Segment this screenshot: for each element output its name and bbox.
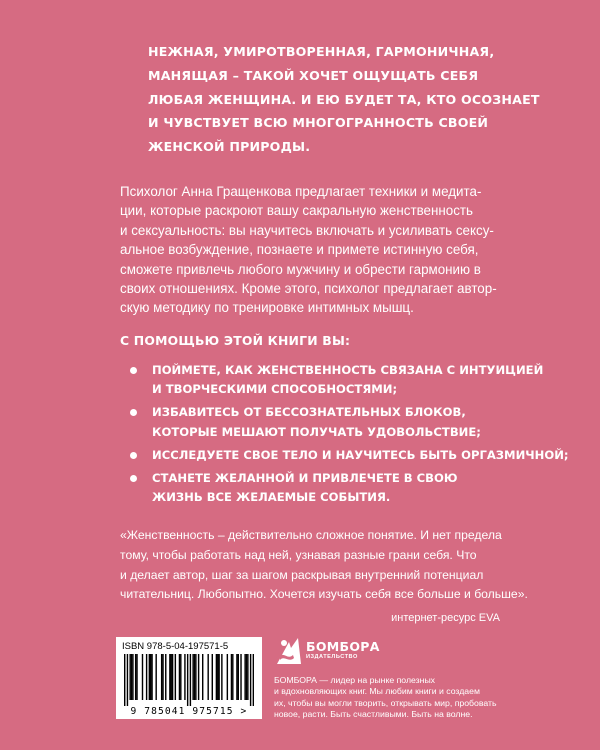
description-line: ции, которые раскроют вашу сакральную женственность — [120, 203, 474, 219]
barcode-bar — [124, 654, 125, 706]
benefit-line: СТАНЕТЕ ЖЕЛАННОЙ И ПРИВЛЕЧЕТЕ В СВОЮ — [152, 471, 458, 486]
barcode-bar — [227, 654, 228, 700]
barcode-bar — [244, 654, 245, 700]
description-line: и сексуальность: вы научитесь включать и усиливать сексу- — [120, 222, 494, 238]
benefit-line: И ТВОРЧЕСКИМИ СПОСОБНОСТЯМИ; — [152, 382, 398, 397]
barcode-bar — [240, 654, 241, 700]
publisher-name: БОМБОРА — [306, 639, 380, 654]
quote-line: «Женственность – действительно сложное понятие. И нет предела — [120, 528, 502, 542]
barcode-bar — [192, 654, 193, 700]
barcode-bar — [171, 654, 172, 700]
barcode-bar — [194, 654, 195, 700]
barcode-bar — [127, 654, 128, 706]
barcode-bar — [218, 654, 219, 700]
barcode-bar — [207, 654, 208, 700]
barcode-bar — [149, 654, 150, 700]
isbn-number: ISBN 978-5-04-197571-5 — [122, 641, 229, 652]
lead-line: ЖЕНСКОЙ ПРИРОДЫ. — [148, 139, 311, 155]
quote-source: интернет-ресурс EVA — [391, 612, 500, 624]
description-line: своих отношениях. Кроме этого, психолог предлагает автор- — [120, 281, 497, 297]
barcode-bar — [187, 654, 188, 706]
barcode-bar — [161, 654, 162, 700]
barcode-bar — [247, 654, 248, 700]
barcode-bar — [250, 654, 251, 706]
publisher-blurb-line: их, чтобы вы могли творить, открывать мир, пробовать — [274, 697, 497, 708]
quote-line: читательниц. Любопытно. Хочется изучать себя все больше и больше». — [120, 587, 528, 602]
barcode-bar — [179, 654, 180, 700]
barcode-bar — [172, 654, 173, 700]
barcode-bar — [231, 654, 232, 700]
barcode-bar — [253, 654, 254, 706]
barcode-bar — [238, 654, 239, 700]
barcode-bar — [190, 654, 191, 706]
barcode-bar — [165, 654, 166, 700]
quote-line: и делает автор, шаг за шагом раскрывая внутренний потенциал — [120, 567, 484, 582]
lead-line: И ЧУВСТВУЕТ ВСЮ МНОГОГРАННОСТЬ СВОЕЙ — [148, 115, 489, 131]
barcode-bar — [135, 654, 136, 700]
review-quote — [120, 526, 528, 605]
lead-line: НЕЖНАЯ, УМИРОТВОРЕННАЯ, ГАРМОНИЧНАЯ, — [148, 44, 495, 59]
barcode-bar — [236, 654, 237, 700]
barcode-bar — [221, 654, 222, 700]
barcode-bar — [180, 654, 181, 700]
benefit-line: ПОЙМЕТЕ, КАК ЖЕНСТВЕННОСТЬ СВЯЗАНА С ИНТУИЦИЕЙ — [152, 363, 544, 377]
benefits-list — [128, 361, 569, 511]
barcode-bar — [151, 654, 152, 700]
benefits-heading: С ПОМОЩЬЮ ЭТОЙ КНИГИ ВЫ: — [120, 333, 351, 348]
benefit-item — [128, 446, 569, 465]
benefit-line: ИЗБАВИТЕСЬ ОТ БЕССОЗНАТЕЛЬНЫХ БЛОКОВ, — [152, 405, 466, 420]
barcode-bar — [162, 654, 163, 700]
barcode-bar — [132, 654, 133, 700]
benefit-item — [128, 361, 544, 399]
barcode-bar — [150, 654, 151, 700]
barcode-bar — [129, 654, 130, 700]
description-paragraph — [120, 182, 512, 318]
barcode-bar — [232, 654, 233, 700]
publisher-blurb-line: новое, расти. Быть счастливыми. Быть на волне. — [274, 709, 473, 720]
barcode-bar — [198, 654, 199, 700]
description-line: Психолог Анна Гращенкова предлагает техники и медита- — [120, 184, 482, 199]
publisher-blurb-line: БОМБОРА — лидер на рынке полезных — [274, 675, 436, 685]
lead-line: ЛЮБАЯ ЖЕНЩИНА. И ЕЮ БУДЕТ ТА, КТО ОСОЗНАЕТ — [148, 91, 540, 107]
benefit-line: КОТОРЫЕ МЕШАЮТ ПОЛУЧАТЬ УДОВОЛЬСТВИЕ; — [152, 424, 481, 439]
ean-digits: 9 785041 975715 > — [130, 706, 248, 717]
benefit-item — [128, 469, 528, 507]
barcode-bar — [217, 654, 218, 700]
barcode-bar — [202, 654, 203, 700]
barcode-bar — [184, 654, 185, 700]
barcode-bar — [212, 654, 213, 700]
description-line: сможете привлечь любого мужчину и обрести гармонию в — [120, 261, 481, 277]
publisher-logo-icon — [274, 634, 304, 668]
quote-line: тому, чтобы работать над ней, узнавая разные грани себя. Что — [120, 547, 477, 562]
isbn-barcode-box — [116, 637, 262, 719]
benefit-item — [128, 403, 528, 441]
lead-line: МАНЯЩАЯ – ТАКОЙ ХОЧЕТ ОЩУЩАТЬ СЕБЯ — [148, 67, 479, 83]
barcode-bar — [169, 654, 170, 700]
barcode-bar — [136, 654, 137, 700]
description-line: альное возбуждение, познаете и примете истинную себя, — [120, 242, 479, 258]
barcode-bar — [246, 654, 247, 700]
barcode-bar — [175, 654, 176, 700]
lead-paragraph — [148, 40, 540, 159]
barcode-bar — [216, 654, 217, 700]
publisher-blurb — [274, 675, 524, 721]
barcode-bar — [155, 654, 156, 700]
benefit-line: ЖИЗНЬ ВСЕ ЖЕЛАЕМЫЕ СОБЫТИЯ. — [152, 490, 391, 505]
barcode-bar — [195, 654, 196, 700]
description-line: скую методику по тренировке интимных мышц. — [120, 300, 414, 316]
barcode-bar — [146, 654, 147, 700]
barcode-bar — [131, 654, 132, 700]
publisher-logo — [274, 634, 404, 668]
barcode-bar — [142, 654, 143, 700]
publisher-subtitle: ИЗДАТЕЛЬСТВО — [306, 654, 358, 660]
barcode-icon — [124, 654, 254, 706]
benefit-line: ИССЛЕДУЕТЕ СВОЕ ТЕЛО И НАУЧИТЕСЬ БЫТЬ ОРГАЗМИЧНОЙ; — [152, 447, 569, 462]
publisher-blurb-line: и вдохновляющих книг. Мы любим книги и создаем — [274, 686, 480, 697]
